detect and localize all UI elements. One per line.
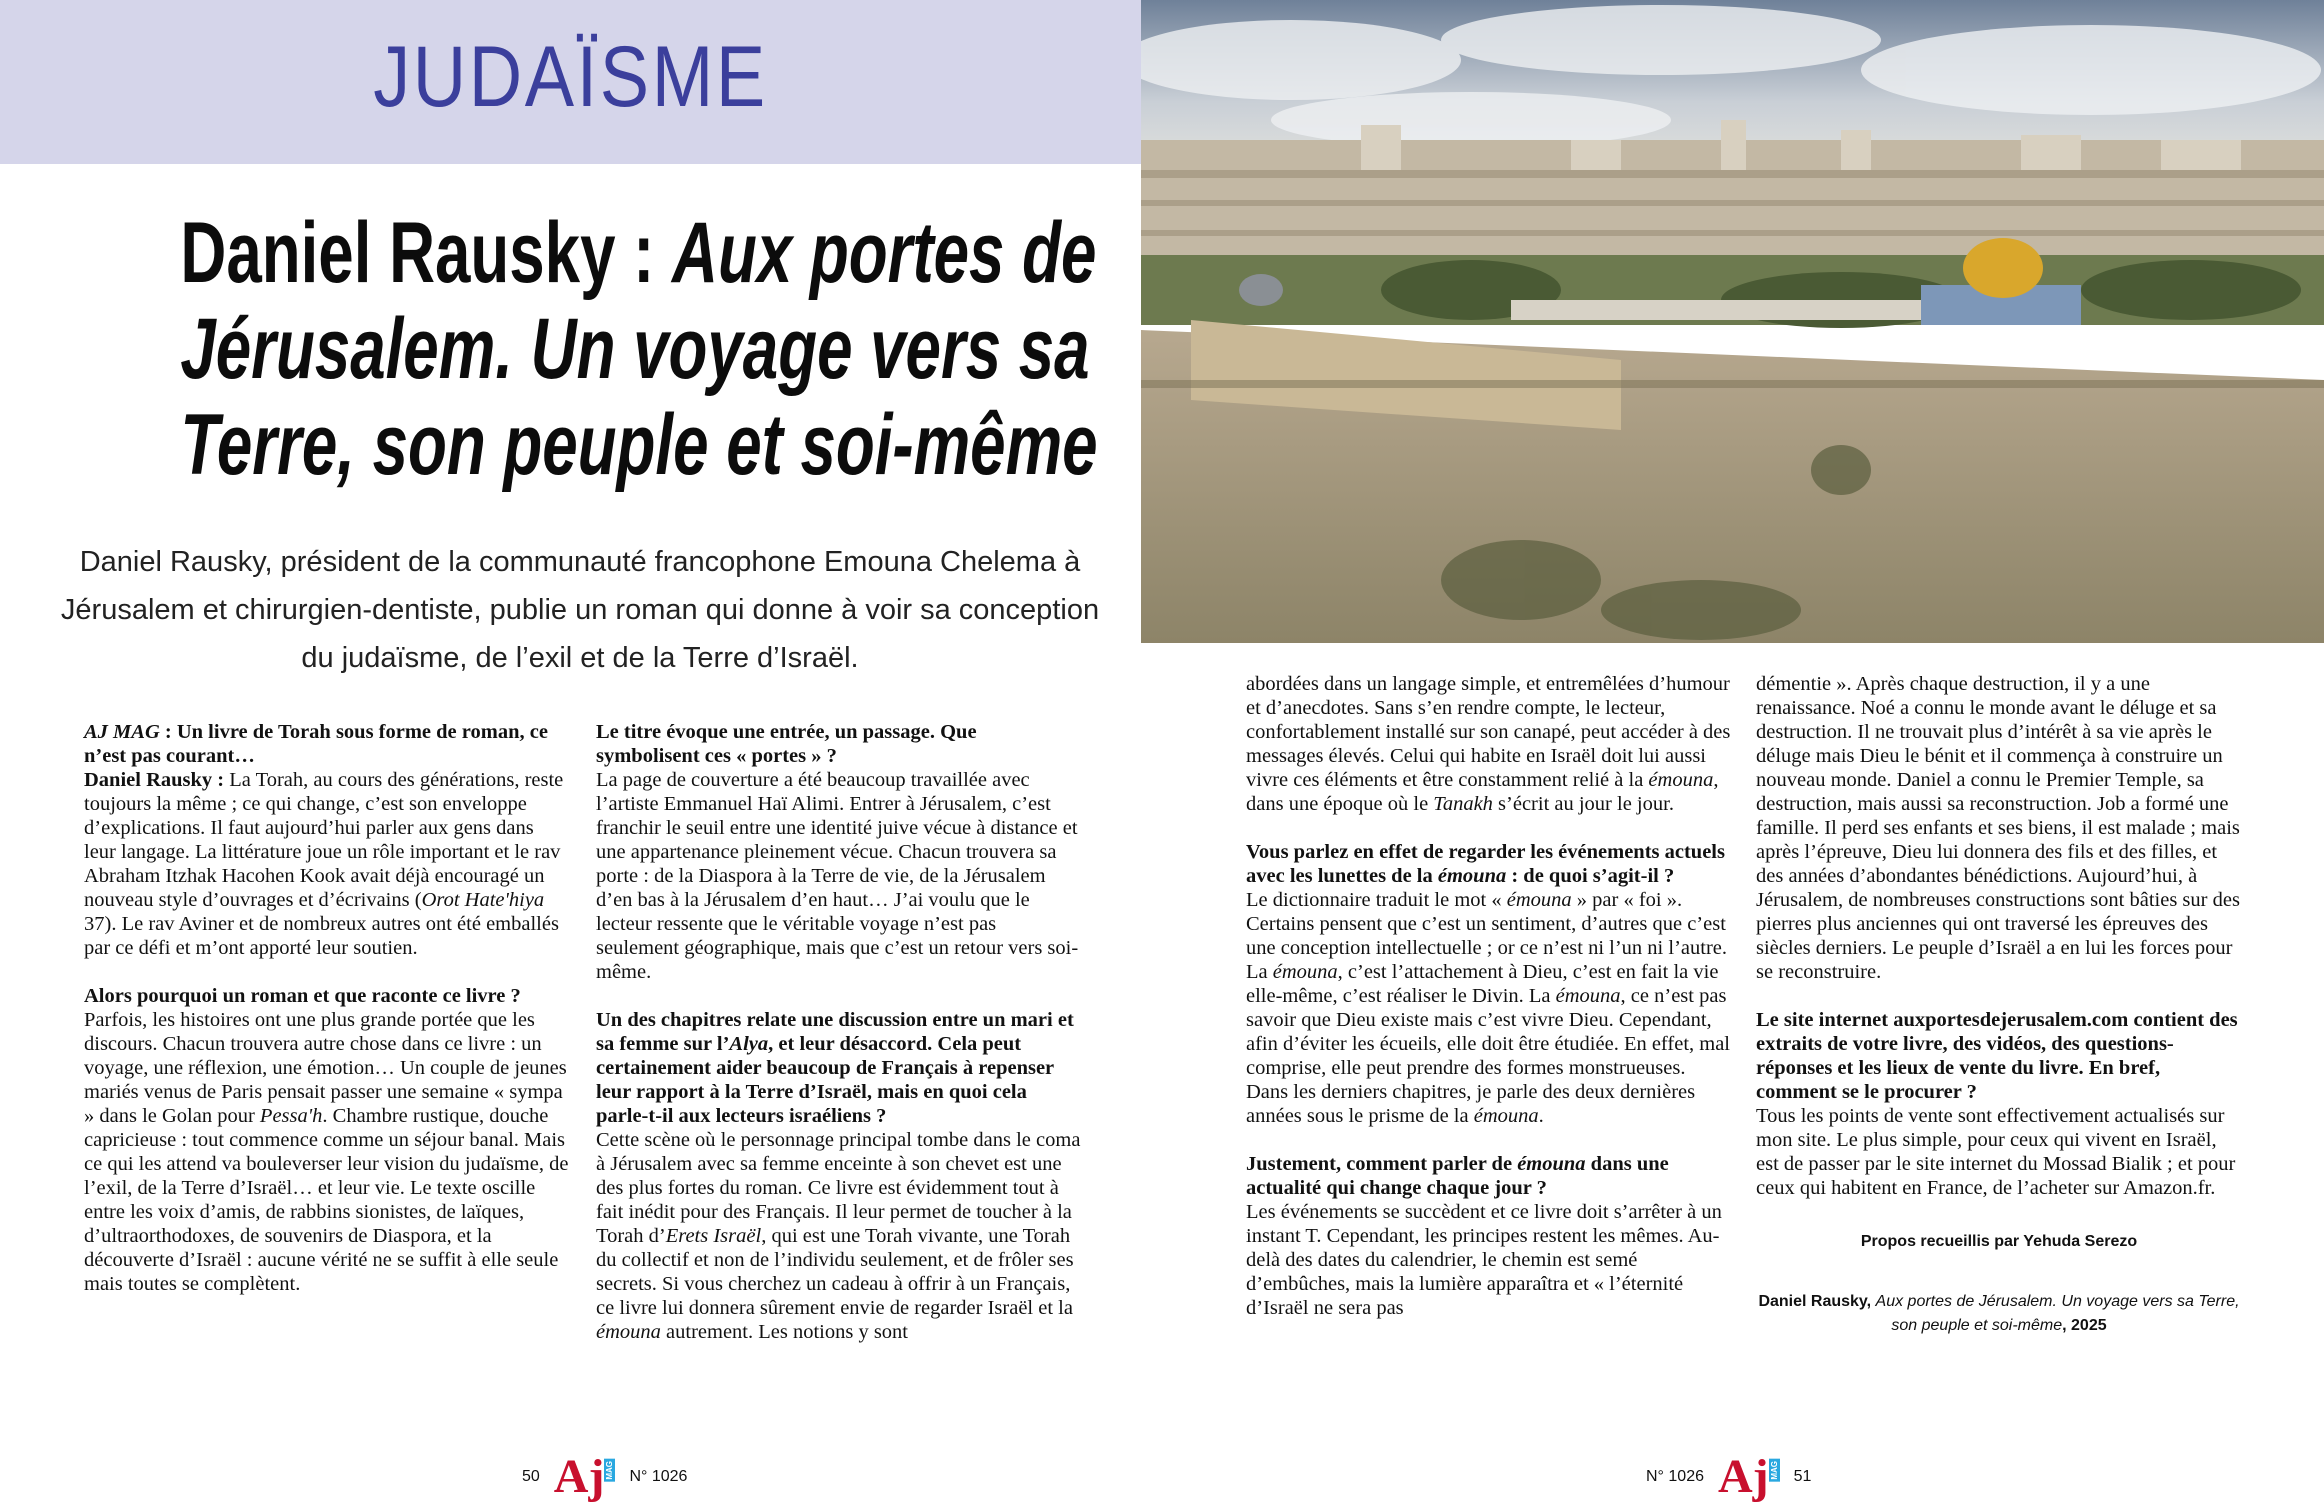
italic-run: Erets Israël xyxy=(665,1225,762,1247)
text-run: Les événements se succèdent et ce livre doit s’arrêter à un instant T. Cependant, les principes restent les mêmes. Au-delà des dates du calendrier, le chemin est semé d’embûches, mais la lumière apparaîtra et « l’éternité d’Israël ne sera pas xyxy=(1246,1201,1722,1319)
title-book-2: Jérusalem. Un voyage vers sa xyxy=(180,301,1090,397)
book-year: , 2025 xyxy=(2062,1317,2107,1334)
text-run: Le titre évoque une entrée, un passage. Que symbolisent ces « portes » ? xyxy=(596,721,977,767)
interview-question xyxy=(596,720,1082,768)
text-column-4 xyxy=(1756,672,2242,1338)
text-run: 37). Le rav Aviner et de nombreux autres ont été emballés par ce défi et m’ont apporté leur soutien. xyxy=(84,913,559,959)
text-run: . Chambre rustique, douche capricieuse : tout commence comme un séjour banal. Mais ce qui les attend va bouleverser leur vision du judaïsme, de l’exil, de la Terre d’Israël… et leur vie. Le texte oscille entre les voix d’amis, de rabbins sionistes, de laïques, d’ultraorthodoxes, de souvenirs de Diaspora, et la découverte d’Israël : aucune vérité ne se suffit à elle seule mais toutes se complètent. xyxy=(84,1105,569,1295)
interview-answer xyxy=(596,769,1078,983)
book-author: Daniel Rausky, xyxy=(1758,1293,1876,1310)
italic-run: Pessa'h xyxy=(259,1105,323,1127)
text-run: Un des chapitres relate une discussion entre un mari et sa femme sur l’ xyxy=(596,1009,1074,1055)
text-run: Le site internet auxportesdejerusalem.com contient des extraits de votre livre, des vidéos, des questions-réponses et les lieux de vente du livre. En bref, comment se le procurer ? xyxy=(1756,1009,2238,1103)
book-reference xyxy=(1756,1290,2242,1338)
interview-block xyxy=(1246,672,1732,816)
interview-answer xyxy=(1246,1201,1722,1319)
text-run: , dans une époque où le xyxy=(1246,769,1719,815)
interview-block xyxy=(1246,1152,1732,1320)
text-run: Cette scène où le personnage principal tombe dans le coma à Jérusalem avec sa femme enceinte à son chevet est une des plus fortes du roman. Ce livre est évidemment tout à fait inédit pour des Français. Il leur permet de toucher à la Torah d’ xyxy=(596,1129,1081,1247)
interview-question xyxy=(596,1008,1082,1128)
interview-answer xyxy=(84,1009,568,1295)
interview-block xyxy=(1246,840,1732,1128)
italic-run: émouna xyxy=(1473,1105,1539,1127)
text-column-2 xyxy=(596,720,1082,1368)
text-run: » par « foi ». Certains pensent que c’est un sentiment, d’autres que c’est une conception intellectuelle ; or ce n’est ni l’un ni l’autre. La xyxy=(1246,889,1727,983)
italic-run: émouna xyxy=(1517,1153,1586,1175)
text-run: abordées dans un langage simple, et entremêlées d’humour et d’anecdotes. Sans s’en rendre compte, le lecteur, confortablement installé sur son canapé, peut accéder à des messages élevés. Celui qui habite en Israël doit lui aussi vivre ces éléments et être constamment relié à la xyxy=(1246,673,1731,791)
interview-answer xyxy=(1246,889,1730,1127)
italic-run: émouna xyxy=(1648,769,1714,791)
issue-number: N° 1026 xyxy=(1646,1468,1704,1485)
italic-run: Orot Hate'hiya xyxy=(421,889,545,911)
text-run: La Torah, au cours des générations, reste toujours la même ; ce qui change, c’est son enveloppe d’explications. Il faut aujourd’hui parler aux gens dans leur langage. La littérature joue un rôle important et le rav Abraham Itzhak Hacohen Kook avait déjà encouragé un nouveau style d’ouvrages et d’écrivains ( xyxy=(84,769,564,911)
italic-run: émouna xyxy=(596,1321,661,1343)
italic-run: émouna xyxy=(1437,865,1507,887)
italic-run: émouna xyxy=(1555,985,1621,1007)
text-run: autrement. Les notions y sont xyxy=(660,1321,909,1343)
interview-answer xyxy=(84,769,563,959)
text-run: , qui est une Torah vivante, une Torah du collectif et non de l’individu seulement, et de frôler ses secrets. Si vous cherchez un cadeau à offrir à un Français, ce livre lui donnera sûrement envie de regarder Israël et la xyxy=(596,1225,1074,1319)
interview-answer xyxy=(1246,673,1730,815)
issue-number: N° 1026 xyxy=(629,1468,688,1485)
book-title: Aux portes de Jérusalem. Un voyage vers sa Terre, son peuple et soi-même xyxy=(1875,1293,2240,1334)
aj-mag-logo: Aj MAG xyxy=(553,1450,615,1503)
interview-block xyxy=(1756,672,2242,984)
title-author: Daniel Rausky : xyxy=(180,205,673,301)
footer-right xyxy=(1646,1450,1812,1503)
text-column-1 xyxy=(84,720,570,1320)
interview-question xyxy=(1246,1152,1732,1200)
page-number: 51 xyxy=(1793,1468,1812,1485)
interview-question xyxy=(1756,1008,2242,1104)
bold-run: Daniel Rausky : xyxy=(84,769,230,791)
title-book-3: Terre, son peuple et soi-même xyxy=(180,397,1098,493)
text-run: : de quoi s’agit-il ? xyxy=(1506,865,1675,887)
interview-block xyxy=(84,984,570,1296)
text-run: Tous les points de vente sont effectivement actualisés sur mon site. Le plus simple, pour ceux qui vivent en Israël, est de passer par le site internet du Mossad Bialik ; et pour ceux qui habitent en France, de l’acheter sur Amazon.fr. xyxy=(1756,1105,2236,1199)
article-intro: Daniel Rausky, président de la communauté francophone Emouna Chelema à Jérusalem et chirurgien-dentiste, publie un roman qui donne à voir sa conception du judaïsme, de l’exil et de la Terre d’Israël. xyxy=(60,546,1100,674)
jerusalem-photo xyxy=(1141,0,2324,643)
text-run: La page de couverture a été beaucoup travaillée avec l’artiste Emmanuel Haï Alimi. Entrer à Jérusalem, c’est franchir le seuil entre une identité juive vécue à distance et une appartenance pleinement vécue. Chacun trouvera sa porte : de la Diaspora à la Terre de vie, de la Jérusalem d’en bas à la Jérusalem d’en haut… J’ai voulu que le lecteur ressente que le véritable voyage n’est pas seulement géographique, mais que c’est un retour vers soi-même. xyxy=(596,769,1079,983)
interview-answer xyxy=(596,1129,1080,1343)
text-run: : Un livre de Torah sous forme de roman, ce n’est pas courant… xyxy=(84,721,548,767)
text-run: , ce n’est pas savoir que Dieu existe mais c’est vivre Dieu. Cependant, afin d’éviter les écueils, elle doit être étudiée. En effet, mal comprise, elle peut prendre des formes monstrueuses. Dans les derniers chapitres, je parle des deux dernières années sous le prisme de la xyxy=(1246,985,1731,1127)
text-run: Justement, comment parler de xyxy=(1246,1153,1518,1175)
text-run: . xyxy=(1538,1105,1544,1127)
italic-run: émouna xyxy=(1506,889,1572,911)
interview-answer xyxy=(1756,673,2240,983)
article-title xyxy=(40,205,1120,493)
italic-run: émouna xyxy=(1272,961,1338,983)
italic-run: Alya xyxy=(729,1033,769,1055)
title-book-1: Aux portes de xyxy=(672,205,1097,301)
interview-block xyxy=(84,720,570,960)
text-run: s’écrit au jour le jour. xyxy=(1492,793,1674,815)
italic-run: Tanakh xyxy=(1433,793,1493,815)
text-run: , c’est l’attachement à Dieu, c’est en fait la vie elle-même, c’est réaliser le Divin. La xyxy=(1246,961,1719,1007)
section-rubric: JUDAÏSME xyxy=(373,29,768,125)
interview-block xyxy=(596,1008,1082,1344)
italic-run: AJ MAG xyxy=(84,721,160,743)
text-run: Alors pourquoi un roman et que raconte ce livre ? xyxy=(84,985,521,1007)
page-number: 50 xyxy=(522,1468,540,1485)
footer-left xyxy=(522,1450,688,1503)
text-run: démentie ». Après chaque destruction, il y a une renaissance. Noé a connu le monde avant le déluge et sa destruction. Il ne trouvait plus d’intérêt à sa vie après le déluge mais Dieu le bénit et il commença à construire un nouveau monde. Daniel a connu le Premier Temple, sa destruction, mais aussi sa reconstruction. Job a formé une famille. Il perd ses enfants et ses biens, il est malade ; mais après l’épreuve, Dieu lui donnera des fils et des filles, et des années d’abondantes bénédictions. Aujourd’hui, à Jérusalem, de nombreuses constructions sont bâties sur des pierres plus anciennes qui ont traversé les épreuves des siècles derniers. Le peuple d’Israël a en lui les forces pour se reconstruire. xyxy=(1756,673,2240,983)
interview-credit: Propos recueillis par Yehuda Serezo xyxy=(1860,1233,2138,1250)
interview-answer xyxy=(1756,1105,2235,1199)
text-run: Parfois, les histoires ont une plus grande portée que les discours. Chacun trouvera autre chose dans ce livre : un voyage, une réflexion, une émotion… Un couple de jeunes mariés venus de Paris pensait passer une semaine « sympa » dans le Golan pour xyxy=(84,1009,567,1127)
text-run: Vous parlez en effet de regarder les événements actuels avec les lunettes de la xyxy=(1246,841,1725,887)
text-column-3 xyxy=(1246,672,1732,1344)
interview-question xyxy=(84,720,570,768)
interview-question xyxy=(84,984,570,1008)
text-run: dans une actualité qui change chaque jour ? xyxy=(1246,1153,1669,1199)
interview-block xyxy=(596,720,1082,984)
text-run: Le dictionnaire traduit le mot « xyxy=(1246,889,1507,911)
interview-block xyxy=(1756,1008,2242,1200)
interview-question xyxy=(1246,840,1732,888)
aj-mag-logo: Aj MAG xyxy=(1718,1450,1779,1503)
text-run: , et leur désaccord. Cela peut certainement aider beaucoup de Français à repenser leur rapport à la Terre d’Israël, mais en quoi cela parle-t-il aux lecteurs israéliens ? xyxy=(596,1033,1054,1127)
